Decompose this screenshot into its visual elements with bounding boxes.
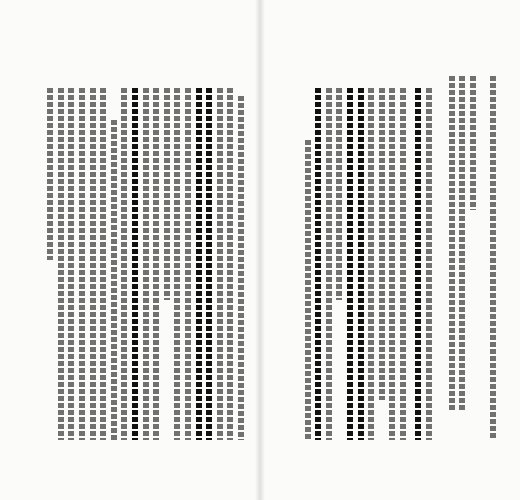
- text-column: [217, 88, 223, 440]
- text-column: [368, 88, 374, 440]
- text-column: [449, 76, 455, 410]
- text-column: [121, 88, 127, 440]
- text-column: [227, 88, 233, 440]
- text-column: [47, 88, 53, 260]
- text-column: [68, 88, 74, 440]
- text-column: [326, 88, 332, 440]
- text-column: [132, 88, 138, 440]
- text-column: [153, 88, 159, 440]
- text-column: [315, 88, 321, 440]
- text-column: [400, 88, 406, 440]
- text-column: [100, 88, 106, 440]
- text-column: [358, 88, 364, 440]
- text-column: [79, 88, 85, 440]
- text-column: [111, 120, 117, 440]
- text-column: [426, 88, 432, 440]
- text-column: [490, 76, 496, 440]
- text-column: [459, 76, 465, 410]
- text-column: [347, 88, 353, 440]
- text-column: [415, 88, 421, 440]
- text-column: [470, 76, 476, 210]
- text-column: [389, 88, 395, 440]
- book-gutter: [255, 0, 265, 500]
- text-column: [164, 88, 170, 300]
- text-column: [238, 96, 244, 440]
- text-column: [336, 88, 342, 300]
- text-column: [305, 140, 311, 440]
- text-column: [143, 88, 149, 440]
- text-column: [206, 88, 212, 440]
- text-column: [196, 88, 202, 440]
- text-column: [90, 88, 96, 440]
- text-column: [379, 88, 385, 400]
- text-column: [185, 88, 191, 440]
- text-column: [174, 88, 180, 440]
- text-column: [58, 88, 64, 440]
